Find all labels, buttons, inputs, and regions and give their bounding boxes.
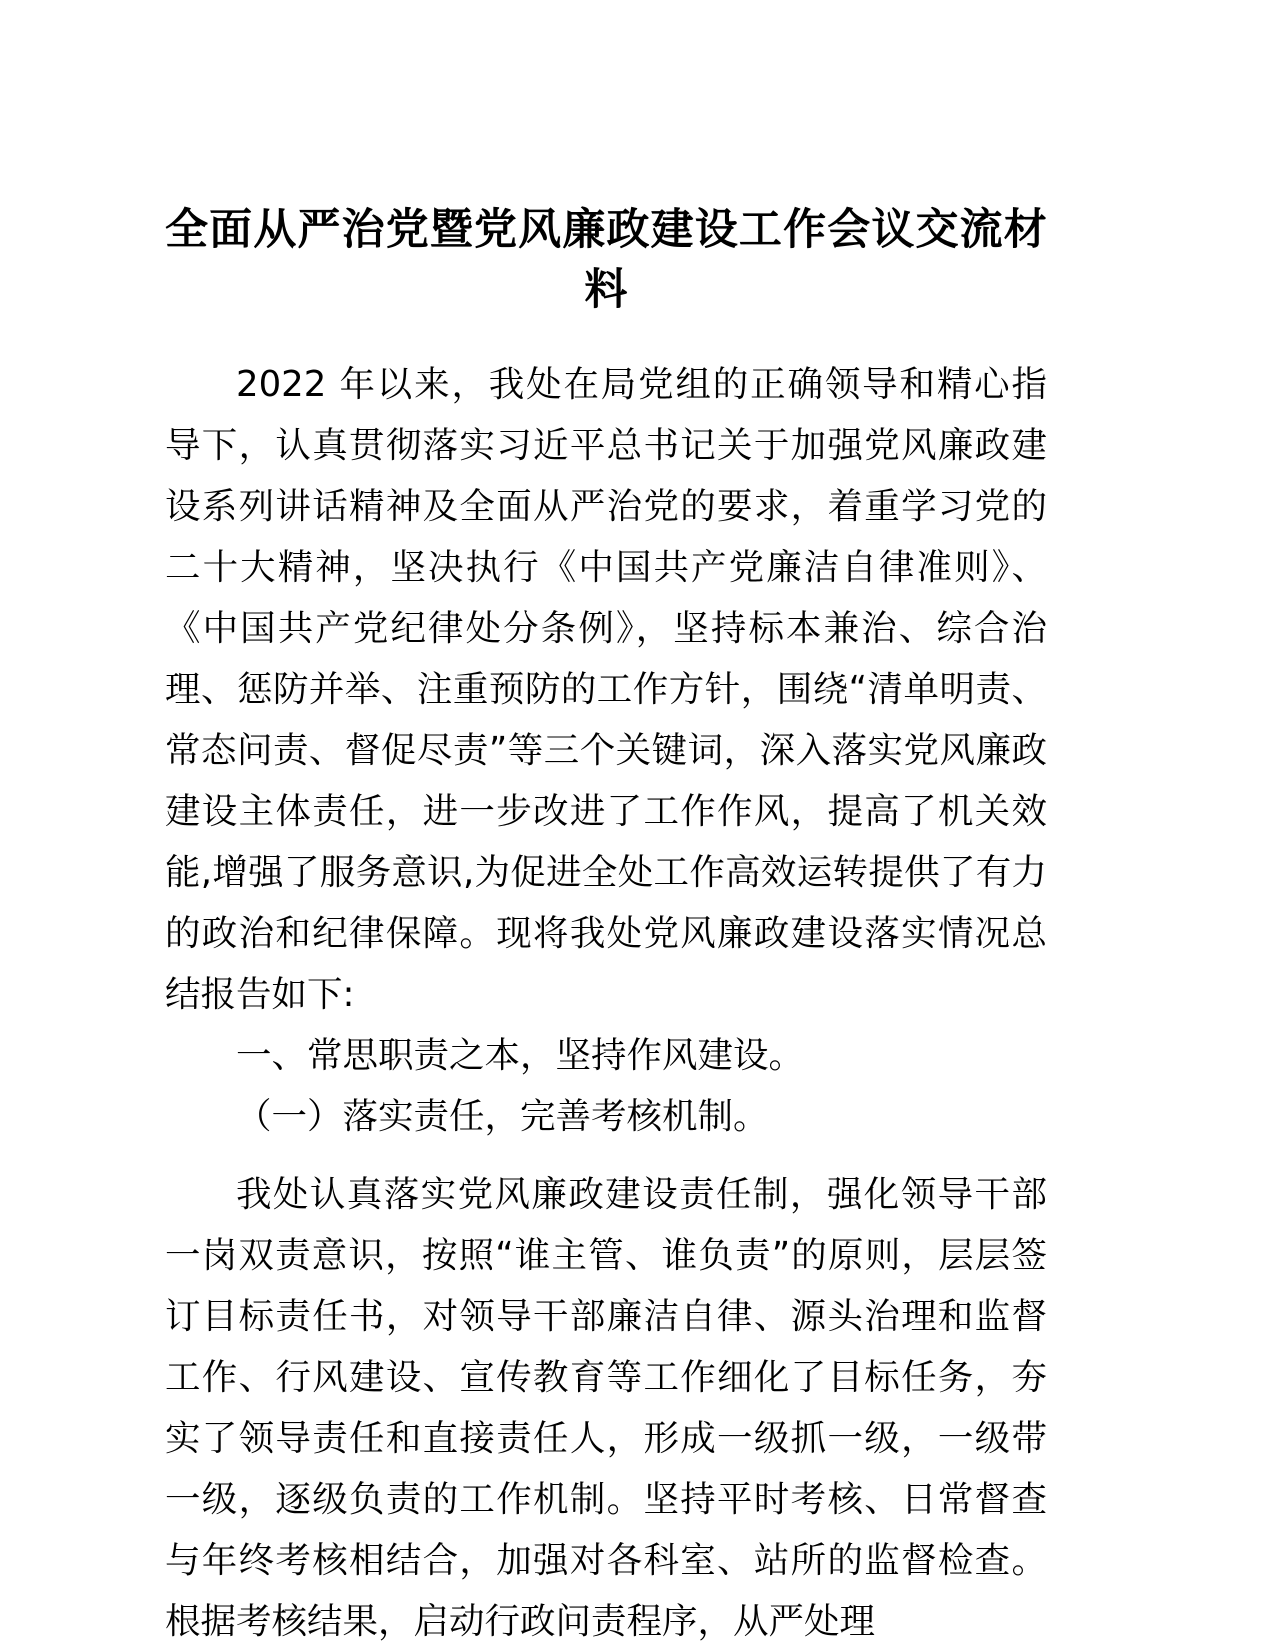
- document-content-column: [165, 0, 1047, 1650]
- subsection-heading-one-one: （一）落实责任，完善考核机制。: [236, 1096, 769, 1137]
- page-title: 全面从严治党暨党风廉政建设工作会议交流材料: [165, 205, 1047, 315]
- paragraph-intro: 2022 年以来，我处在局党组的正确领导和精心指导下，认真贯彻落实习近平总书记关于加强党风廉政建设系列讲话精神及全面从严治党的要求，着重学习党的二十大精神，坚决执行《中国共产党廉洁自律准则》、《中国共产党纪律处分条例》，坚持标本兼治、综合治理、惩防并举、注重预防的工作方针，围绕“清单明责、常态问责、督促尽责”等三个关键词，深入落实党风廉政建设主体责任，进一步改进了工作作风，提高了机关效能,增强了服务意识,为促进全处工作高效运转提供了有力的政治和纪律保障。现将我处党风廉政建设落实情况总结报告如下:: [165, 364, 1047, 1015]
- paragraph-responsibility-system: 我处认真落实党风廉政建设责任制，强化领导干部一岗双责意识，按照“谁主管、谁负责”的原则，层层签订目标责任书，对领导干部廉洁自律、源头治理和监督工作、行风建设、宣传教育等工作细化了目标任务，夯实了领导责任和直接责任人，形成一级抓一级，一级带一级，逐级负责的工作机制。坚持平时考核、日常督查与年终考核相结合，加强对各科室、站所的监督检查。根据考核结果，启动行政问责程序，从严处理: [165, 1174, 1047, 1642]
- section-heading-one: 一、常思职责之本，坚持作风建设。: [236, 1035, 805, 1076]
